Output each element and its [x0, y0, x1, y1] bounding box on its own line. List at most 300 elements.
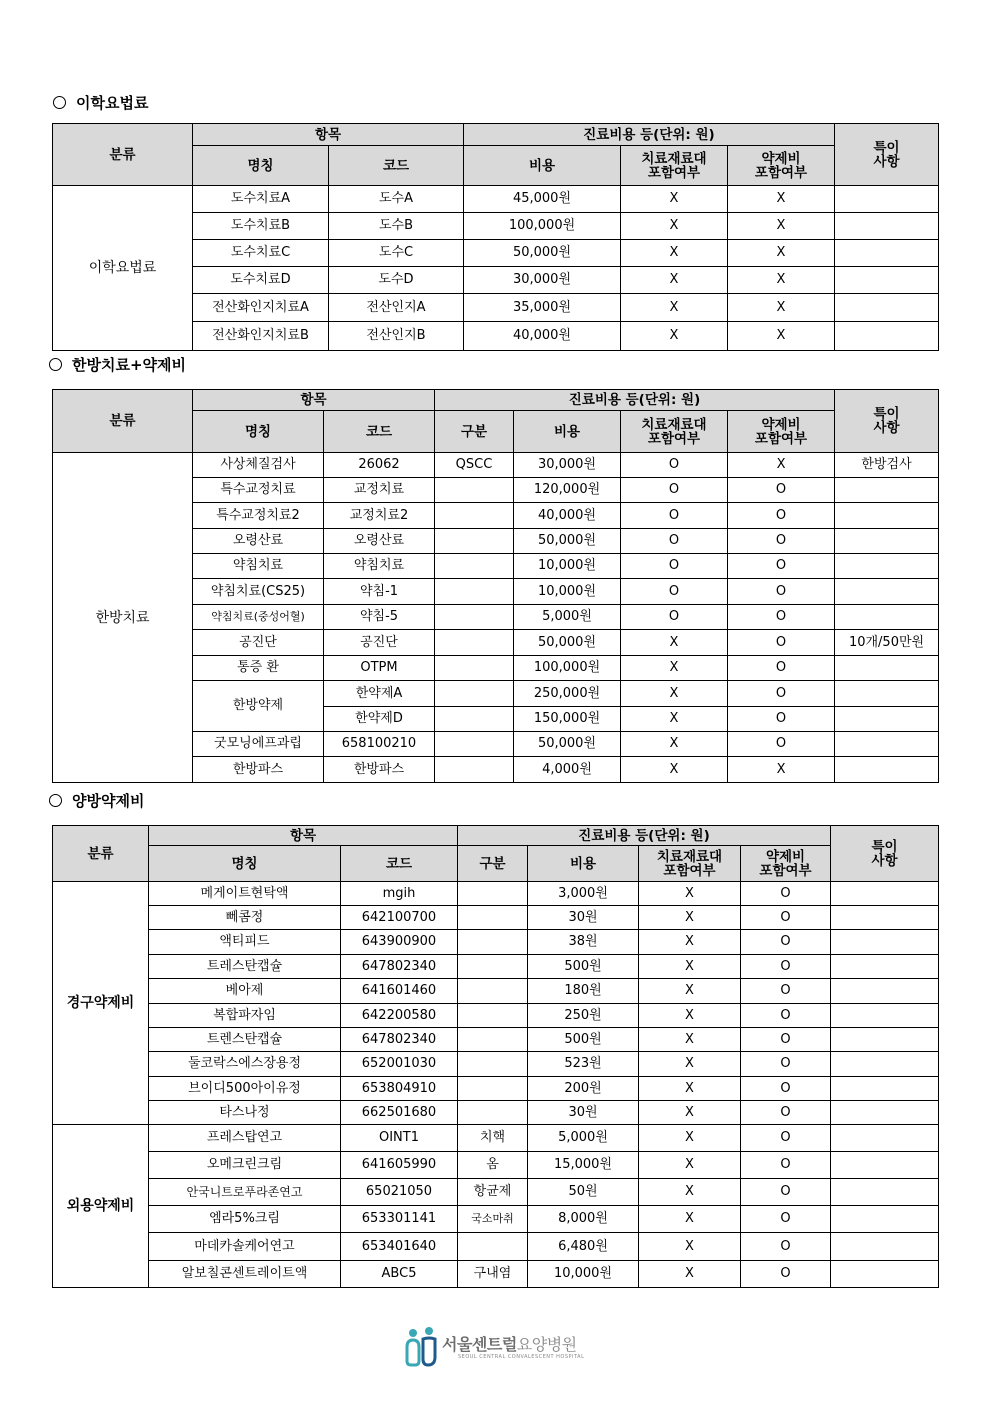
- header-note: 특이 사항: [831, 826, 939, 882]
- item-code: 약침치료: [324, 554, 435, 579]
- item-code: 오령산료: [324, 529, 435, 554]
- item-name: 한방약제: [193, 681, 324, 732]
- item-code: 641605990: [341, 1152, 458, 1179]
- item-type: 옴: [458, 1152, 528, 1179]
- item-code: 전산인지A: [329, 294, 464, 322]
- item-cost: 180원: [528, 979, 639, 1004]
- item-name: 베아제: [149, 979, 341, 1004]
- material-included: X: [621, 707, 728, 732]
- item-type: 항균제: [458, 1179, 528, 1206]
- oriental-treatment-fee-table: [52, 389, 939, 783]
- table-row: [53, 955, 939, 979]
- material-included: X: [639, 906, 741, 930]
- item-code: 도수D: [329, 267, 464, 294]
- material-included: X: [639, 1077, 741, 1101]
- item-type: [458, 979, 528, 1004]
- item-type: [435, 605, 514, 630]
- drug-included: O: [741, 1206, 831, 1233]
- drug-included: O: [741, 1179, 831, 1206]
- header-material: 치료재료대 포함여부: [621, 146, 728, 186]
- material-included: X: [639, 979, 741, 1004]
- item-cost: 100,000원: [464, 213, 621, 240]
- item-code: 공진단: [324, 630, 435, 656]
- item-code: 도수C: [329, 240, 464, 267]
- material-included: X: [639, 1206, 741, 1233]
- item-note: [835, 732, 939, 757]
- logo-text: 서울센트럴요양병원: [442, 1335, 577, 1354]
- item-type: [435, 579, 514, 605]
- item-type: [435, 503, 514, 529]
- category-cell: 외용약제비: [53, 1125, 149, 1288]
- header-cost: 비용: [528, 846, 639, 882]
- item-type: [458, 906, 528, 930]
- item-note: [835, 707, 939, 732]
- item-type: 국소마취: [458, 1206, 528, 1233]
- item-name: 오령산료: [193, 529, 324, 554]
- header-name: 명칭: [193, 411, 324, 453]
- drug-included: O: [728, 478, 835, 503]
- material-included: X: [639, 1261, 741, 1288]
- drug-included: O: [741, 979, 831, 1004]
- header-type: 구분: [435, 411, 514, 453]
- item-cost: 250원: [528, 1004, 639, 1028]
- drug-included: X: [728, 453, 835, 478]
- item-name: 약침치료(중성어혈): [193, 605, 324, 630]
- item-cost: 100,000원: [514, 656, 621, 681]
- header-name: 명칭: [149, 846, 341, 882]
- material-included: X: [621, 240, 728, 267]
- item-name: 안국니트로푸라존연고: [149, 1179, 341, 1206]
- item-cost: 523원: [528, 1052, 639, 1077]
- item-type: [458, 1004, 528, 1028]
- item-note: [835, 503, 939, 529]
- item-cost: 5,000원: [528, 1125, 639, 1152]
- material-included: O: [621, 478, 728, 503]
- item-note: [831, 1261, 939, 1288]
- item-code: 647802340: [341, 1028, 458, 1052]
- item-note: [835, 681, 939, 707]
- item-name: 한방파스: [193, 757, 324, 783]
- item-type: [435, 478, 514, 503]
- item-name: 오메크린크림: [149, 1152, 341, 1179]
- item-cost: 50,000원: [514, 732, 621, 757]
- item-name: 액티피드: [149, 930, 341, 955]
- item-note: [831, 906, 939, 930]
- item-name: 도수치료D: [193, 267, 329, 294]
- header-note: 특이 사항: [835, 390, 939, 453]
- item-type: [435, 707, 514, 732]
- material-included: X: [639, 1004, 741, 1028]
- item-type: [435, 757, 514, 783]
- item-code: mgih: [341, 882, 458, 906]
- header-cost: 비용: [514, 411, 621, 453]
- material-included: X: [639, 1125, 741, 1152]
- item-code: 643900900: [341, 930, 458, 955]
- material-included: X: [639, 1152, 741, 1179]
- item-name: 도수치료B: [193, 213, 329, 240]
- item-note: [831, 1004, 939, 1028]
- item-name: 특수교정치료2: [193, 503, 324, 529]
- drug-included: O: [728, 605, 835, 630]
- table-row: [53, 930, 939, 955]
- item-note: [835, 656, 939, 681]
- item-cost: 6,480원: [528, 1233, 639, 1261]
- table-row: [53, 1233, 939, 1261]
- item-type: [435, 681, 514, 707]
- item-name: 공진단: [193, 630, 324, 656]
- item-name: 트레스탄캡슐: [149, 955, 341, 979]
- drug-included: O: [728, 554, 835, 579]
- table-row: [53, 1206, 939, 1233]
- drug-included: O: [741, 1125, 831, 1152]
- drug-included: X: [728, 186, 835, 213]
- category-cell: 한방치료: [53, 453, 193, 783]
- section-title-physical-therapy: 이학요법료: [53, 92, 148, 113]
- item-type: [458, 1052, 528, 1077]
- item-name: 특수교정치료: [193, 478, 324, 503]
- item-type: 치핵: [458, 1125, 528, 1152]
- item-code: 교정치료2: [324, 503, 435, 529]
- header-cost-group: 진료비용 등(단위: 원): [458, 826, 831, 846]
- item-code: OINT1: [341, 1125, 458, 1152]
- hospital-logo: [404, 1327, 594, 1369]
- material-included: O: [621, 554, 728, 579]
- material-included: X: [621, 681, 728, 707]
- item-note: [831, 1028, 939, 1052]
- item-cost: 500원: [528, 955, 639, 979]
- material-included: O: [621, 605, 728, 630]
- item-code: 도수A: [329, 186, 464, 213]
- table-row: [53, 1004, 939, 1028]
- item-code: 26062: [324, 453, 435, 478]
- header-code: 코드: [329, 146, 464, 186]
- item-name: 둘코락스에스장용정: [149, 1052, 341, 1077]
- material-included: X: [639, 1233, 741, 1261]
- drug-included: X: [728, 213, 835, 240]
- item-note: 한방검사: [835, 453, 939, 478]
- drug-included: O: [741, 1101, 831, 1125]
- item-code: 658100210: [324, 732, 435, 757]
- item-type: [458, 1233, 528, 1261]
- item-name: 엠라5%크림: [149, 1206, 341, 1233]
- table-row: [53, 1179, 939, 1206]
- header-category: 분류: [53, 826, 149, 882]
- item-cost: 30,000원: [464, 267, 621, 294]
- table-row: [53, 1101, 939, 1125]
- header-cost-group: 진료비용 등(단위: 원): [435, 390, 835, 411]
- table-row: [53, 1028, 939, 1052]
- table-row: [53, 1152, 939, 1179]
- table-row: [53, 453, 939, 478]
- item-note: [831, 1052, 939, 1077]
- drug-included: X: [728, 322, 835, 351]
- drug-included: X: [728, 757, 835, 783]
- table-row: [53, 906, 939, 930]
- item-note: 10개/50만원: [835, 630, 939, 656]
- item-cost: 35,000원: [464, 294, 621, 322]
- item-note: [835, 529, 939, 554]
- item-name: 도수치료A: [193, 186, 329, 213]
- material-included: X: [621, 186, 728, 213]
- item-name: 약침치료(CS25): [193, 579, 324, 605]
- item-type: [435, 656, 514, 681]
- circle-bullet-icon: [53, 96, 66, 109]
- material-included: O: [621, 529, 728, 554]
- item-name: 복합파자임: [149, 1004, 341, 1028]
- item-note: [835, 605, 939, 630]
- item-type: [435, 554, 514, 579]
- item-code: 641601460: [341, 979, 458, 1004]
- drug-included: O: [741, 906, 831, 930]
- drug-included: O: [728, 707, 835, 732]
- item-code: 교정치료: [324, 478, 435, 503]
- material-included: X: [639, 1028, 741, 1052]
- item-cost: 10,000원: [514, 554, 621, 579]
- item-code: 한약제D: [324, 707, 435, 732]
- item-note: [835, 294, 939, 322]
- drug-included: X: [728, 267, 835, 294]
- material-included: X: [621, 656, 728, 681]
- western-medicine-fee-table: [52, 825, 939, 1288]
- item-name: 트렌스탄캡슐: [149, 1028, 341, 1052]
- category-cell: 경구약제비: [53, 882, 149, 1125]
- item-code: 642100700: [341, 906, 458, 930]
- circle-bullet-icon: [49, 794, 62, 807]
- table-row: [53, 882, 939, 906]
- item-name: 전산화인지치료A: [193, 294, 329, 322]
- item-cost: 15,000원: [528, 1152, 639, 1179]
- header-item: 항목: [193, 124, 464, 146]
- drug-included: O: [728, 503, 835, 529]
- drug-included: O: [741, 955, 831, 979]
- item-cost: 250,000원: [514, 681, 621, 707]
- item-type: [435, 732, 514, 757]
- item-note: [831, 1101, 939, 1125]
- item-note: [835, 240, 939, 267]
- item-cost: 200원: [528, 1077, 639, 1101]
- item-cost: 120,000원: [514, 478, 621, 503]
- item-name: 메게이트현탁액: [149, 882, 341, 906]
- item-cost: 500원: [528, 1028, 639, 1052]
- material-included: O: [621, 453, 728, 478]
- item-code: 한약제A: [324, 681, 435, 707]
- item-note: [831, 1179, 939, 1206]
- item-cost: 50,000원: [464, 240, 621, 267]
- item-name: 타스나정: [149, 1101, 341, 1125]
- drug-included: O: [741, 1152, 831, 1179]
- item-cost: 5,000원: [514, 605, 621, 630]
- item-note: [835, 213, 939, 240]
- item-note: [835, 322, 939, 351]
- drug-included: O: [728, 656, 835, 681]
- item-cost: 40,000원: [464, 322, 621, 351]
- header-material: 치료재료대 포함여부: [621, 411, 728, 453]
- drug-included: O: [728, 529, 835, 554]
- item-note: [835, 554, 939, 579]
- item-name: 통증 환: [193, 656, 324, 681]
- item-code: 647802340: [341, 955, 458, 979]
- hospital-logo-icon: [404, 1327, 440, 1367]
- header-drug: 약제비 포함여부: [728, 146, 835, 186]
- drug-included: X: [728, 240, 835, 267]
- item-code: 약침-5: [324, 605, 435, 630]
- item-code: 한방파스: [324, 757, 435, 783]
- drug-included: O: [728, 732, 835, 757]
- category-cell: 이학요법료: [53, 186, 193, 351]
- item-note: [831, 882, 939, 906]
- item-name: 프레스탑연고: [149, 1125, 341, 1152]
- table-row: [53, 1125, 939, 1152]
- item-cost: 10,000원: [514, 579, 621, 605]
- item-cost: 50원: [528, 1179, 639, 1206]
- item-type: QSCC: [435, 453, 514, 478]
- item-code: 653301141: [341, 1206, 458, 1233]
- item-name: 도수치료C: [193, 240, 329, 267]
- table-row: [53, 979, 939, 1004]
- item-code: 65021050: [341, 1179, 458, 1206]
- header-code: 코드: [341, 846, 458, 882]
- header-drug: 약제비 포함여부: [728, 411, 835, 453]
- drug-included: O: [741, 1261, 831, 1288]
- table-row: [53, 1052, 939, 1077]
- item-cost: 50,000원: [514, 529, 621, 554]
- item-cost: 150,000원: [514, 707, 621, 732]
- item-name: 전산화인지치료B: [193, 322, 329, 351]
- item-cost: 30원: [528, 906, 639, 930]
- item-cost: 30,000원: [514, 453, 621, 478]
- item-name: 약침치료: [193, 554, 324, 579]
- table-row: [53, 186, 939, 213]
- item-cost: 30원: [528, 1101, 639, 1125]
- circle-bullet-icon: [49, 358, 62, 371]
- item-code: 도수B: [329, 213, 464, 240]
- item-cost: 8,000원: [528, 1206, 639, 1233]
- header-code: 코드: [324, 411, 435, 453]
- item-code: 642200580: [341, 1004, 458, 1028]
- item-cost: 40,000원: [514, 503, 621, 529]
- item-note: [831, 955, 939, 979]
- item-type: 구내염: [458, 1261, 528, 1288]
- item-cost: 3,000원: [528, 882, 639, 906]
- item-code: 653401640: [341, 1233, 458, 1261]
- drug-included: O: [741, 1052, 831, 1077]
- section-title-western-medicine: 양방약제비: [49, 790, 144, 811]
- item-type: [458, 1101, 528, 1125]
- header-name: 명칭: [193, 146, 329, 186]
- header-cost-group: 진료비용 등(단위: 원): [464, 124, 835, 146]
- item-code: OTPM: [324, 656, 435, 681]
- item-cost: 45,000원: [464, 186, 621, 213]
- header-drug: 약제비 포함여부: [741, 846, 831, 882]
- material-included: X: [621, 294, 728, 322]
- item-cost: 38원: [528, 930, 639, 955]
- header-note: 특이 사항: [835, 124, 939, 186]
- item-name: 뻬콤정: [149, 906, 341, 930]
- item-note: [831, 1152, 939, 1179]
- item-type: [458, 930, 528, 955]
- item-note: [831, 1125, 939, 1152]
- item-cost: 4,000원: [514, 757, 621, 783]
- item-type: [458, 882, 528, 906]
- material-included: X: [639, 882, 741, 906]
- item-note: [831, 1077, 939, 1101]
- table-row: [53, 1077, 939, 1101]
- item-note: [831, 1233, 939, 1261]
- drug-included: O: [728, 630, 835, 656]
- material-included: X: [621, 213, 728, 240]
- item-code: 662501680: [341, 1101, 458, 1125]
- item-note: [831, 930, 939, 955]
- item-type: [435, 630, 514, 656]
- physical-therapy-fee-table: [52, 123, 939, 351]
- item-type: [458, 955, 528, 979]
- item-note: [835, 478, 939, 503]
- item-name: 알보칠콘센트레이트액: [149, 1261, 341, 1288]
- material-included: X: [639, 1179, 741, 1206]
- item-name: 굿모닝에프과립: [193, 732, 324, 757]
- item-code: ABC5: [341, 1261, 458, 1288]
- section-title-oriental-treatment: 한방치료+약제비: [49, 354, 186, 375]
- item-note: [831, 979, 939, 1004]
- drug-included: O: [741, 1077, 831, 1101]
- material-included: X: [621, 732, 728, 757]
- material-included: X: [621, 267, 728, 294]
- item-note: [831, 1206, 939, 1233]
- drug-included: O: [741, 1028, 831, 1052]
- material-included: X: [639, 1101, 741, 1125]
- material-included: X: [639, 1052, 741, 1077]
- item-name: 사상체질검사: [193, 453, 324, 478]
- item-note: [835, 757, 939, 783]
- drug-included: O: [741, 1233, 831, 1261]
- item-type: [458, 1077, 528, 1101]
- material-included: X: [639, 955, 741, 979]
- drug-included: O: [728, 579, 835, 605]
- header-type: 구분: [458, 846, 528, 882]
- item-note: [835, 579, 939, 605]
- item-name: 마데카솔케어연고: [149, 1233, 341, 1261]
- logo-english-text: SEOUL CENTRAL CONVALESCENT HOSPITAL: [458, 1354, 585, 1360]
- header-cost: 비용: [464, 146, 621, 186]
- header-category: 분류: [53, 390, 193, 453]
- drug-included: O: [741, 882, 831, 906]
- item-name: 브이디500아이유정: [149, 1077, 341, 1101]
- item-code: 약침-1: [324, 579, 435, 605]
- drug-included: O: [741, 1004, 831, 1028]
- item-code: 전산인지B: [329, 322, 464, 351]
- header-item: 항목: [149, 826, 458, 846]
- material-included: X: [639, 930, 741, 955]
- item-type: [458, 1028, 528, 1052]
- header-category: 분류: [53, 124, 193, 186]
- drug-included: O: [728, 681, 835, 707]
- item-cost: 50,000원: [514, 630, 621, 656]
- item-code: 652001030: [341, 1052, 458, 1077]
- item-code: 653804910: [341, 1077, 458, 1101]
- material-included: X: [621, 630, 728, 656]
- item-note: [835, 186, 939, 213]
- item-note: [835, 267, 939, 294]
- table-row: [53, 1261, 939, 1288]
- header-material: 치료재료대 포함여부: [639, 846, 741, 882]
- header-item: 항목: [193, 390, 435, 411]
- item-cost: 10,000원: [528, 1261, 639, 1288]
- material-included: X: [621, 757, 728, 783]
- drug-included: X: [728, 294, 835, 322]
- material-included: O: [621, 579, 728, 605]
- item-type: [435, 529, 514, 554]
- material-included: O: [621, 503, 728, 529]
